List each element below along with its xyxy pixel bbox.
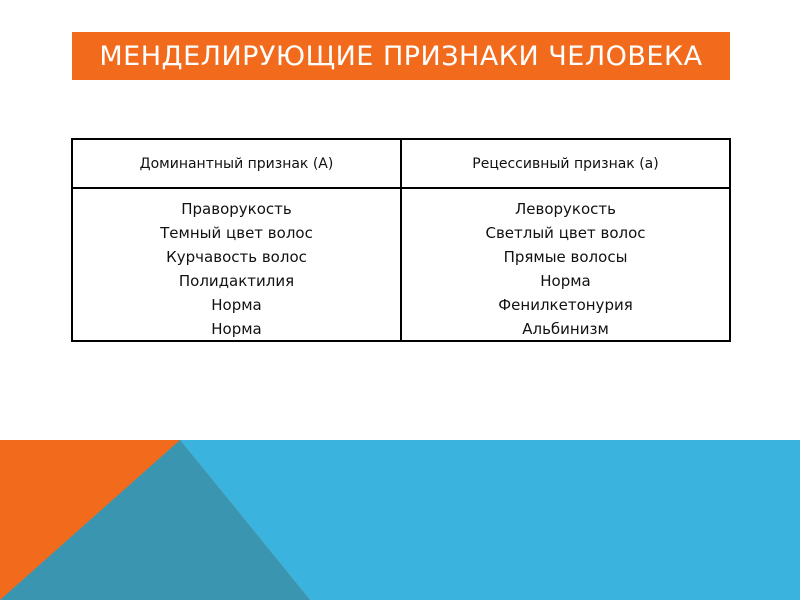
table-header-row bbox=[73, 140, 729, 188]
recessive-trait: Леворукость bbox=[515, 200, 616, 218]
slide-title: МЕНДЕЛИРУЮЩИЕ ПРИЗНАКИ ЧЕЛОВЕКА bbox=[99, 40, 703, 72]
traits-table bbox=[73, 140, 729, 341]
recessive-header: Рецессивный признак (а) bbox=[401, 140, 729, 188]
dominant-trait: Курчавость волос bbox=[166, 248, 307, 266]
recessive-trait: Фенилкетонурия bbox=[498, 296, 633, 314]
dominant-trait: Темный цвет волос bbox=[160, 224, 313, 242]
dominant-trait: Полидактилия bbox=[178, 272, 295, 290]
recessive-trait: Норма bbox=[540, 272, 591, 290]
dominant-trait: Норма bbox=[211, 296, 262, 314]
recessive-cell bbox=[401, 188, 729, 341]
recessive-trait: Светлый цвет волос bbox=[485, 224, 646, 242]
title-bar bbox=[72, 32, 730, 80]
dominant-cell bbox=[73, 188, 401, 341]
decorative-footer-shapes bbox=[0, 440, 800, 600]
traits-table-frame bbox=[71, 138, 731, 342]
dominant-header: Доминантный признак (А) bbox=[73, 140, 401, 188]
dominant-trait: Праворукость bbox=[181, 200, 292, 218]
dominant-trait: Норма bbox=[211, 320, 262, 338]
recessive-trait: Прямые волосы bbox=[503, 248, 628, 266]
recessive-trait: Альбинизм bbox=[522, 320, 609, 338]
table-row bbox=[73, 188, 729, 341]
